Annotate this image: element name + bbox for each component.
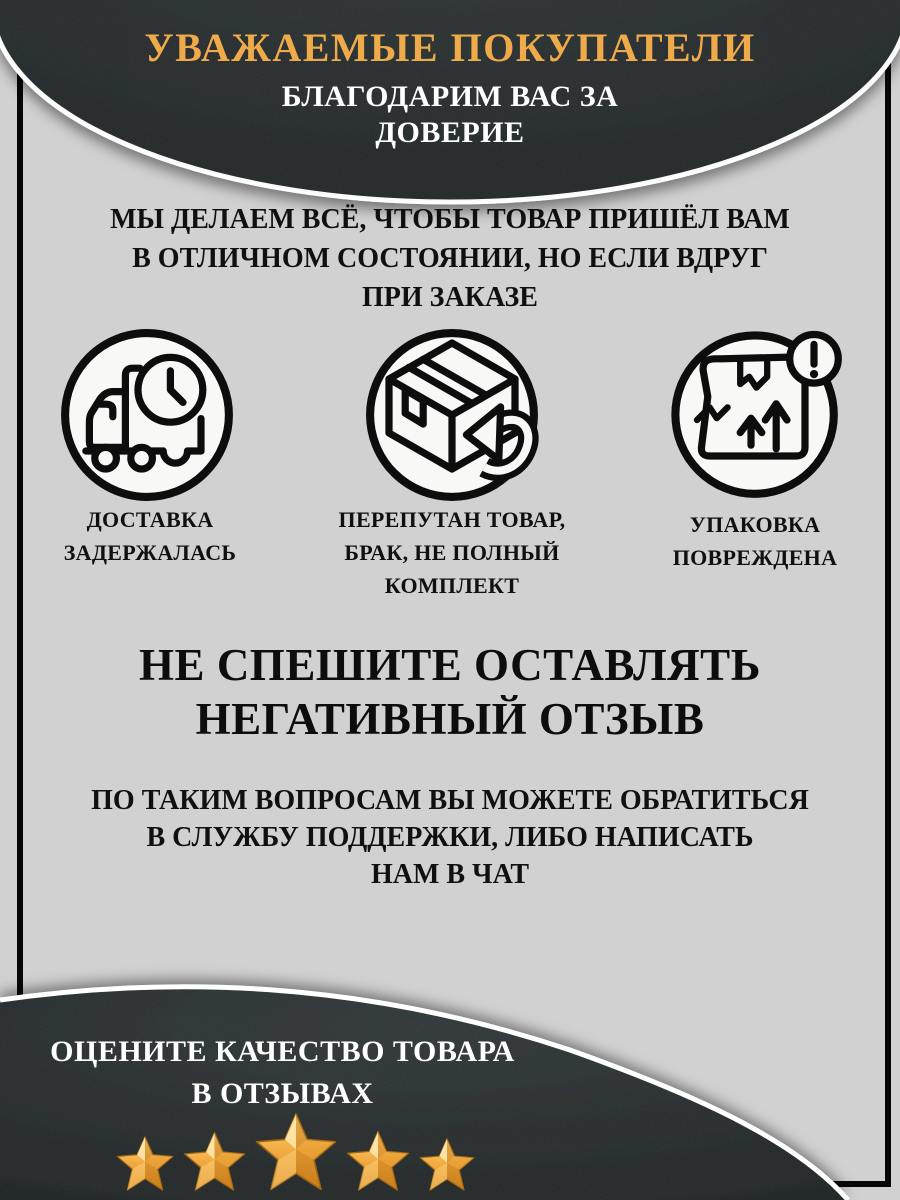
damaged-package-icon [670,321,850,501]
star-icon [255,1113,337,1192]
star-icon [346,1131,410,1192]
page-title: УВАЖАЕМЫЕ ПОКУПАТЕЛИ [144,25,756,70]
star-icon [116,1136,174,1192]
support-text: ПО ТАКИМ ВОПРОСАМ ВЫ МОЖЕТЕ ОБРАТИТЬСЯ В СЛУЖБУ ПОДДЕРЖКИ, ЛИБО НАПИСАТЬ НАМ В ЧАТ [91,785,809,890]
header-subtitle-line2: ДОВЕРИЕ [375,116,525,149]
headline: НЕ СПЕШИТЕ ОСТАВЛЯТЬ НЕГАТИВНЫЙ ОТЗЫВ [139,640,761,744]
box-return-arrow-icon [362,325,542,505]
issue-label-delivery: ДОСТАВКА ЗАДЕРЖАЛАСЬ [63,507,237,565]
footer-text: ОЦЕНИТЕ КАЧЕСТВО ТОВАРА В ОТЗЫВАХ [50,1035,515,1110]
delivery-truck-clock-icon [57,325,237,505]
issue-label-wrong-item: ПЕРЕПУТАН ТОВАР, БРАК, НЕ ПОЛНЫЙ КОМПЛЕКТ [338,507,566,598]
header-subtitle [0,79,900,151]
star-rating [0,1113,590,1192]
star-icon [419,1138,475,1192]
issue-label-damaged-packaging: УПАКОВКА ПОВРЕЖДЕНА [672,512,838,570]
star-icon [183,1132,246,1192]
intro-text: МЫ ДЕЛАЕМ ВСЁ, ЧТОБЫ ТОВАР ПРИШЁЛ ВАМ В ОТЛИЧНОМ СОСТОЯНИИ, НО ЕСЛИ ВДРУГ ПРИ ЗАКАЗЕ [110,204,790,313]
header-subtitle-line1: БЛАГОДАРИМ ВАС ЗА [281,80,619,113]
